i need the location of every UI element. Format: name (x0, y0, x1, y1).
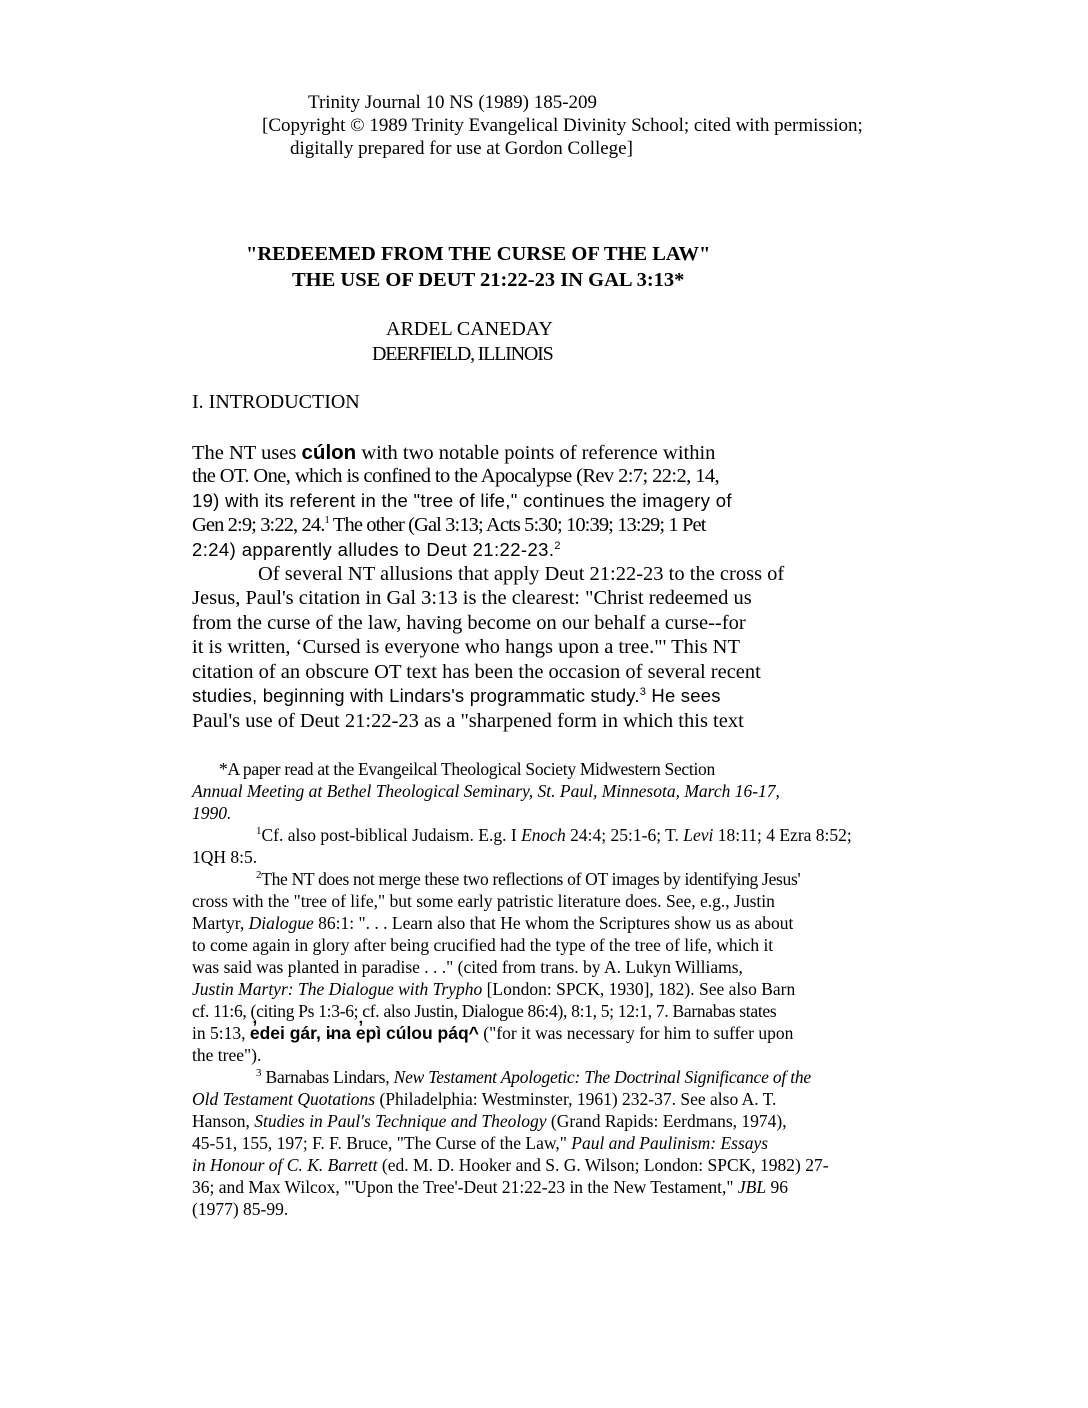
section-heading: I. INTRODUCTION (192, 391, 360, 413)
footnote-1: $^1$Cf. also post-biblical Judaism. E.g. I Enoch 24:4; 25:1-6; T. Levi 18:11; 4 Ezra 8:52; (256, 825, 852, 845)
body-line: Paul's use of Deut 21:22-23 as a "sharpened form in which this text (192, 710, 744, 732)
greek-term: cúlon (301, 441, 357, 464)
footnote-3-line: (1977) 85-99. (192, 1199, 289, 1219)
footnote-2-line: in 5:13, e̓dei gár, i̵na e̓pì cúlou páq^ ("for it was necessary for him to suffer upon (192, 1023, 794, 1043)
copyright-notice: [Copyright © 1989 Trinity Evangelical Divinity School; cited with permission; (262, 115, 863, 136)
footnote-2: $^2$The NT does not merge these two reflections of OT images by identifying Jesus' (256, 869, 801, 889)
body-line: citation of an obscure OT text has been the occasion of several recent (192, 661, 761, 683)
greek-quote: e̓dei gár, i̵na e̓pì cúlou páq^ (249, 1023, 479, 1043)
body-line: The NT uses cúlon with two notable points of reference within (192, 441, 716, 464)
footnote-2-line: cross with the "tree of life," but some early patristic literature does. See, e.g., Justin (192, 891, 775, 911)
footnote-ref: 1 (324, 514, 330, 527)
author-name: ARDEL CANEDAY (386, 318, 553, 340)
body-line: Of several NT allusions that apply Deut 21:22-23 to the cross of (258, 563, 785, 585)
footnote-2-line: was said was planted in paradise . . ." (cited from trans. by A. Lukyn Williams, (192, 957, 743, 977)
body-line: 2:24) apparently alludes to Deut 21:22-23.$^2$ (192, 539, 561, 560)
footnote-ref: 2 (554, 539, 561, 552)
journal-citation: Trinity Journal 10 NS (1989) 185-209 (308, 92, 598, 113)
body-line: Gen 2:9; 3:22, 24.$^1$ The other (Gal 3:13; Acts 5:30; 10:39; 13:29; 1 Pet (192, 514, 706, 536)
footnote-3-line: 36; and Max Wilcox, "'Upon the Tree'-Deut 21:22-23 in the New Testament," JBL 96 (192, 1177, 788, 1197)
footnote-number: 3 (256, 1067, 262, 1080)
footnote-2-line: to come again in glory after being crucified had the type of the tree of life, which it (192, 935, 774, 955)
footnote-star-line2: Annual Meeting at Bethel Theological Seminary, St. Paul, Minnesota, March 16-17, (192, 781, 780, 801)
body-line: from the curse of the law, having become on our behalf a curse--for (192, 612, 746, 634)
footnote-1-line2: 1QH 8:5. (192, 847, 258, 867)
footnote-3-line: Hanson, Studies in Paul's Technique and Theology (Grand Rapids: Eerdmans, 1974), (192, 1111, 787, 1131)
footnote-2-line: Justin Martyr: The Dialogue with Trypho [London: SPCK, 1930], 182). See also Barn (192, 979, 796, 999)
body-line: 19) with its referent in the "tree of life," continues the imagery of (192, 490, 732, 511)
body-line: studies, beginning with Lindars's programmatic study.$^3$ He sees (192, 685, 721, 706)
article-title-line1: "REDEEMED FROM THE CURSE OF THE LAW" (246, 243, 711, 265)
footnote-2-line: Martyr, Dialogue 86:1: ". . . Learn also that He whom the Scriptures show us as about (192, 913, 794, 933)
footnote-2-line: the tree"). (192, 1045, 262, 1065)
footnote-2-line: cf. 11:6, (citing Ps 1:3-6; cf. also Justin, Dialogue 86:4), 8:1, 5; 12:1, 7. Barnabas states (192, 1001, 777, 1021)
footnote-3-line: 45-51, 155, 197; F. F. Bruce, "The Curse of the Law," Paul and Paulinism: Essays (192, 1133, 769, 1153)
article-title-line2: THE USE OF DEUT 21:22-23 IN GAL 3:13* (292, 269, 685, 291)
footnote-3-line: in Honour of C. K. Barrett (ed. M. D. Hooker and S. G. Wilson; London: SPCK, 1982) 27- (192, 1155, 829, 1175)
footnote-number: 1 (256, 825, 262, 838)
digital-prep-notice: digitally prepared for use at Gordon College] (290, 138, 633, 159)
footnote-3: $^3$ Barnabas Lindars, New Testament Apologetic: The Doctrinal Significance of the (256, 1067, 811, 1087)
footnote-ref: 3 (639, 685, 647, 698)
body-line: Jesus, Paul's citation in Gal 3:13 is the clearest: "Christ redeemed us (192, 587, 752, 609)
author-location: DEERFIELD, ILLINOIS (372, 343, 553, 365)
footnote-star-line1: *A paper read at the Evangeilcal Theological Society Midwestern Section (219, 759, 715, 779)
body-line: the OT. One, which is confined to the Apocalypse (Rev 2:7; 22:2, 14, (192, 465, 720, 487)
footnote-3-line: Old Testament Quotations (Philadelphia: Westminster, 1961) 232-37. See also A. T. (192, 1089, 777, 1109)
footnote-number: 2 (256, 869, 262, 882)
footnote-star-line3: 1990. (192, 803, 232, 823)
body-line: it is written, ‘Cursed is everyone who hangs upon a tree."' This NT (192, 636, 740, 658)
